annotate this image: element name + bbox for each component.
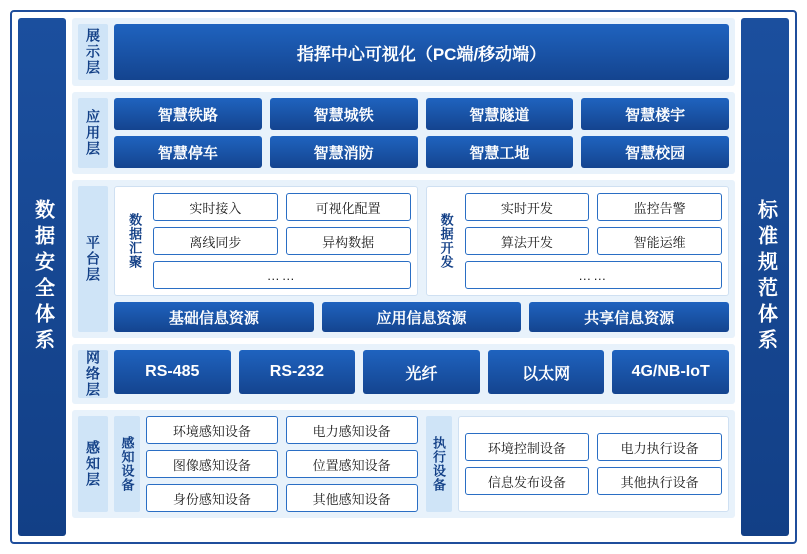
power-sensing-device[interactable]: 电力感知设备	[286, 416, 418, 444]
layer-platform-label-wrap	[78, 186, 108, 332]
monitoring-alarm[interactable]: 监控告警	[597, 193, 722, 221]
layer-platform	[72, 180, 735, 338]
app-smart-urban-rail[interactable]: 智慧城铁	[270, 98, 418, 130]
app-smart-building[interactable]: 智慧楼宇	[581, 98, 729, 130]
sensing-row-3	[146, 484, 418, 512]
sensing-row-2	[146, 450, 418, 478]
right-side-panel-label: 标准规范体系	[754, 199, 777, 355]
app-smart-tunnel[interactable]: 智慧隧道	[426, 98, 574, 130]
resource-application-info[interactable]: 应用信息资源	[322, 302, 522, 332]
data-aggregation-more[interactable]: ……	[153, 261, 411, 289]
layer-display-body	[114, 24, 729, 80]
data-development-body	[465, 193, 723, 289]
offline-sync[interactable]: 离线同步	[153, 227, 278, 255]
resource-basic-info[interactable]: 基础信息资源	[114, 302, 314, 332]
sensing-devices-label-wrap	[114, 416, 140, 512]
data-aggregation-row-2	[153, 227, 411, 255]
algorithm-development[interactable]: 算法开发	[465, 227, 590, 255]
right-side-panel-standards	[741, 18, 789, 536]
network-fiber[interactable]: 光纤	[363, 350, 480, 394]
data-development-more[interactable]: ……	[465, 261, 723, 289]
data-aggregation-row-3	[153, 261, 411, 289]
display-command-center[interactable]: 指挥中心可视化（PC端/移动端）	[114, 24, 729, 80]
layer-perception-body	[114, 416, 729, 512]
layer-display	[72, 18, 735, 86]
data-development-row-2	[465, 227, 723, 255]
layer-platform-body	[114, 186, 729, 332]
network-rs232[interactable]: RS-232	[239, 350, 356, 394]
other-sensing-device[interactable]: 其他感知设备	[286, 484, 418, 512]
perception-group-sensing-devices	[114, 416, 418, 512]
data-development-row-3	[465, 261, 723, 289]
layer-application-label: 应用层	[85, 109, 101, 157]
layer-network-body	[114, 350, 729, 398]
app-smart-firefighting[interactable]: 智慧消防	[270, 136, 418, 168]
data-aggregation-row-1	[153, 193, 411, 221]
visual-configuration[interactable]: 可视化配置	[286, 193, 411, 221]
data-development-label: 数据开发	[438, 213, 454, 269]
sensing-row-1	[146, 416, 418, 444]
network-row	[114, 350, 729, 394]
resource-shared-info[interactable]: 共享信息资源	[529, 302, 729, 332]
executing-row-1	[465, 433, 723, 461]
app-smart-parking[interactable]: 智慧停车	[114, 136, 262, 168]
app-smart-construction-site[interactable]: 智慧工地	[426, 136, 574, 168]
layer-application-label-wrap	[78, 98, 108, 168]
network-4g-nbiot[interactable]: 4G/NB-IoT	[612, 350, 729, 394]
sensing-devices-label: 感知设备	[119, 436, 135, 492]
network-rs485[interactable]: RS-485	[114, 350, 231, 394]
data-development-label-wrap	[433, 193, 459, 289]
display-row	[114, 24, 729, 80]
perception-group-executing-devices	[426, 416, 730, 512]
platform-resources-row	[114, 302, 729, 332]
data-aggregation-label: 数据汇聚	[127, 213, 143, 269]
intelligent-operation[interactable]: 智能运维	[597, 227, 722, 255]
realtime-access[interactable]: 实时接入	[153, 193, 278, 221]
image-sensing-device[interactable]: 图像感知设备	[146, 450, 278, 478]
executing-devices-body	[458, 416, 730, 512]
layer-perception-label-wrap	[78, 416, 108, 512]
position-sensing-device[interactable]: 位置感知设备	[286, 450, 418, 478]
layer-application	[72, 92, 735, 174]
layer-network-label: 网络层	[85, 350, 101, 398]
perception-groups-row	[114, 416, 729, 512]
information-release-device[interactable]: 信息发布设备	[465, 467, 590, 495]
executing-row-2	[465, 467, 723, 495]
data-aggregation-label-wrap	[121, 193, 147, 289]
other-executing-device[interactable]: 其他执行设备	[597, 467, 722, 495]
application-row-2	[114, 136, 729, 168]
platform-groups-row	[114, 186, 729, 296]
layers-column	[72, 18, 735, 536]
identity-sensing-device[interactable]: 身份感知设备	[146, 484, 278, 512]
data-aggregation-body	[153, 193, 411, 289]
environment-control-device[interactable]: 环境控制设备	[465, 433, 590, 461]
platform-group-data-aggregation	[114, 186, 418, 296]
architecture-frame	[10, 10, 797, 544]
layer-network-label-wrap	[78, 350, 108, 398]
layer-application-body	[114, 98, 729, 168]
left-side-panel-data-security	[18, 18, 66, 536]
executing-devices-label: 执行设备	[431, 436, 446, 492]
layer-perception	[72, 410, 735, 518]
sensing-devices-body	[146, 416, 418, 512]
network-ethernet[interactable]: 以太网	[488, 350, 605, 394]
platform-group-data-development	[426, 186, 730, 296]
layer-network	[72, 344, 735, 404]
environment-sensing-device[interactable]: 环境感知设备	[146, 416, 278, 444]
layer-display-label: 展示层	[85, 28, 101, 76]
layer-perception-label: 感知层	[85, 440, 101, 488]
layer-platform-label: 平台层	[85, 235, 101, 283]
power-executing-device[interactable]: 电力执行设备	[597, 433, 722, 461]
executing-devices-label-wrap	[426, 416, 452, 512]
data-development-row-1	[465, 193, 723, 221]
app-smart-campus[interactable]: 智慧校园	[581, 136, 729, 168]
left-side-panel-label: 数据安全体系	[31, 199, 54, 355]
layer-display-label-wrap	[78, 24, 108, 80]
heterogeneous-data[interactable]: 异构数据	[286, 227, 411, 255]
app-smart-railway[interactable]: 智慧铁路	[114, 98, 262, 130]
application-row-1	[114, 98, 729, 130]
realtime-development[interactable]: 实时开发	[465, 193, 590, 221]
